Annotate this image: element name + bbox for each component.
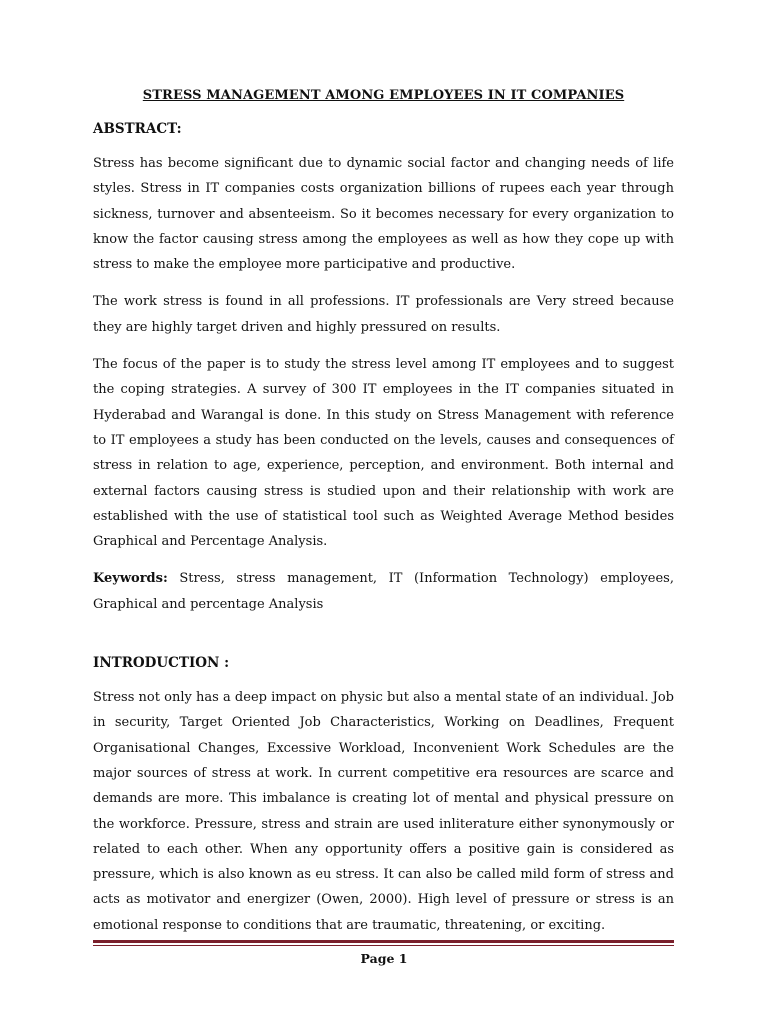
footer-rule-thin [93,945,674,946]
abstract-heading: ABSTRACT: [93,121,182,137]
footer-rule [93,940,674,946]
page-content [93,88,674,950]
abstract-paragraph: Stress has become significant due to dynamic social factor and changing needs of life styles. Stress in IT companies costs organization billions of rupees each year through sickness, turnover and absenteeism. So it becomes necessary for every organization to know the factor causing stress among the employees as well as how they cope up with stress to make the employee more participative and productive. [93,156,674,273]
keywords-text: Stress, stress management, IT (Information Technology) employees, Graphical and percentage Analysis [93,571,674,612]
abstract-paragraph: The work stress is found in all professions. IT professionals are Very streed because they are highly target driven and highly pressured on results. [93,294,674,335]
introduction-paragraph: Stress not only has a deep impact on physic but also a mental state of an individual. Job in security, Target Oriented Job Characteristics, Working on Deadlines, Frequent Organisational Changes, Excessive Workload, Inconvenient Work Schedules are the major sources of stress at work. In current competitive era resources are scarce and demands are more. This imbalance is creating lot of mental and physical pressure on the workforce. Pressure, stress and strain are used inliterature either synonymously or related to each other. When any opportunity offers a positive gain is considered as pressure, which is also known as eu stress. It can also be called mild form of stress and acts as motivator and energizer (Owen, 2000). High level of pressure or stress is an emotional response to conditions that are traumatic, threatening, or exciting. [93,690,674,933]
introduction-heading: INTRODUCTION : [93,655,230,672]
document-title: STRESS MANAGEMENT AMONG EMPLOYEES IN IT COMPANIES [142,88,625,103]
abstract-paragraph: The focus of the paper is to study the stress level among IT employees and to suggest the coping strategies. A survey of 300 IT employees in the IT companies situated in Hyderabad and Warangal is done. In this study on Stress Management with reference to IT employees a study has been conducted on the levels, causes and consequences of stress in relation to age, experience, perception, and environment. Both internal and external factors causing stress is studied upon and their relationship with work are established with the use of statistical tool such as Weighted Average Method besides Graphical and Percentage Analysis. [93,357,674,550]
footer-rule-thick [93,940,674,943]
page-number: Page 1 [360,951,408,966]
keywords-label: Keywords: [93,571,168,587]
keywords-paragraph [93,566,674,617]
